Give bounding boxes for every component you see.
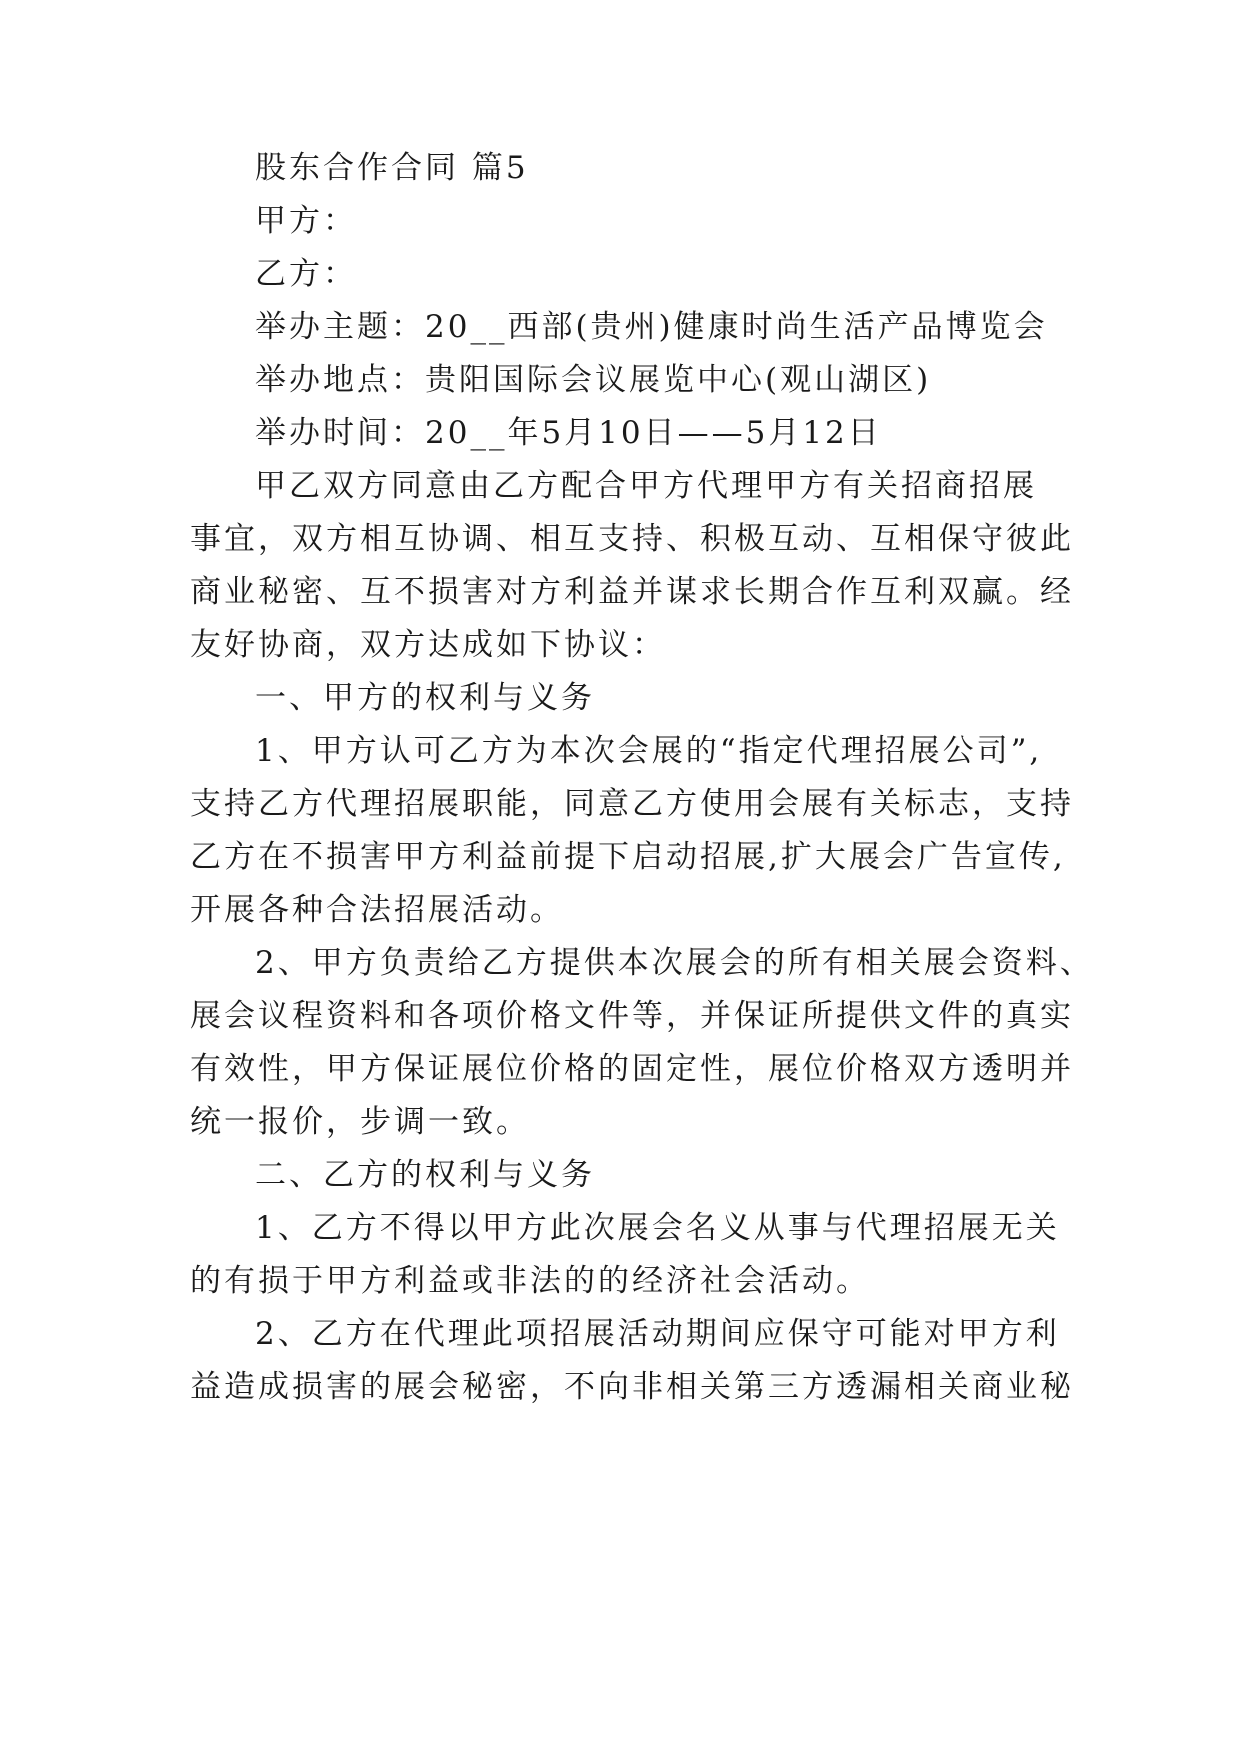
paragraph-line: 甲乙双方同意由乙方配合甲方代理甲方有关招商招展 xyxy=(255,468,1037,504)
paragraph-line: 1、甲方认可乙方为本次会展的“指定代理招展公司”, xyxy=(255,733,1043,769)
paragraph-line: 事宜，双方相互协调、相互支持、积极互动、互相保守彼此 xyxy=(190,521,1074,557)
paragraph-line: 乙方在不损害甲方利益前提下启动招展,扩大展会广告宣传, xyxy=(190,839,1066,875)
party-a-label: 甲方： xyxy=(255,203,357,239)
paragraph-line: 2、甲方负责给乙方提供本次展会的所有相关展会资料、 xyxy=(255,945,1094,981)
paragraph-line: 的有损于甲方利益或非法的的经济社会活动。 xyxy=(190,1263,870,1299)
section-heading-party-b: 二、乙方的权利与义务 xyxy=(255,1157,595,1193)
paragraph-line: 展会议程资料和各项价格文件等，并保证所提供文件的真实 xyxy=(190,998,1074,1034)
paragraph-line: 商业秘密、互不损害对方利益并谋求长期合作互利双赢。经 xyxy=(190,574,1074,610)
document-title: 股东合作合同 篇5 xyxy=(255,150,529,186)
paragraph-line: 友好协商，双方达成如下协议： xyxy=(190,627,666,663)
event-theme: 举办主题：20__西部(贵州)健康时尚生活产品博览会 xyxy=(255,309,1048,345)
paragraph-line: 支持乙方代理招展职能，同意乙方使用会展有关标志，支持 xyxy=(190,786,1074,822)
event-venue: 举办地点：贵阳国际会议展览中心(观山湖区) xyxy=(255,362,932,398)
section-heading-party-a: 一、甲方的权利与义务 xyxy=(255,680,595,716)
paragraph-line: 有效性，甲方保证展位价格的固定性，展位价格双方透明并 xyxy=(190,1051,1074,1087)
party-b-label: 乙方： xyxy=(255,256,357,292)
paragraph-line: 统一报价，步调一致。 xyxy=(190,1104,530,1140)
paragraph-line: 益造成损害的展会秘密，不向非相关第三方透漏相关商业秘 xyxy=(190,1369,1074,1405)
paragraph-line: 2、乙方在代理此项招展活动期间应保守可能对甲方利 xyxy=(255,1316,1060,1352)
event-time: 举办时间：20__年5月10日——5月12日 xyxy=(255,415,882,451)
paragraph-line: 1、乙方不得以甲方此次展会名义从事与代理招展无关 xyxy=(255,1210,1060,1246)
paragraph-line: 开展各种合法招展活动。 xyxy=(190,892,564,928)
